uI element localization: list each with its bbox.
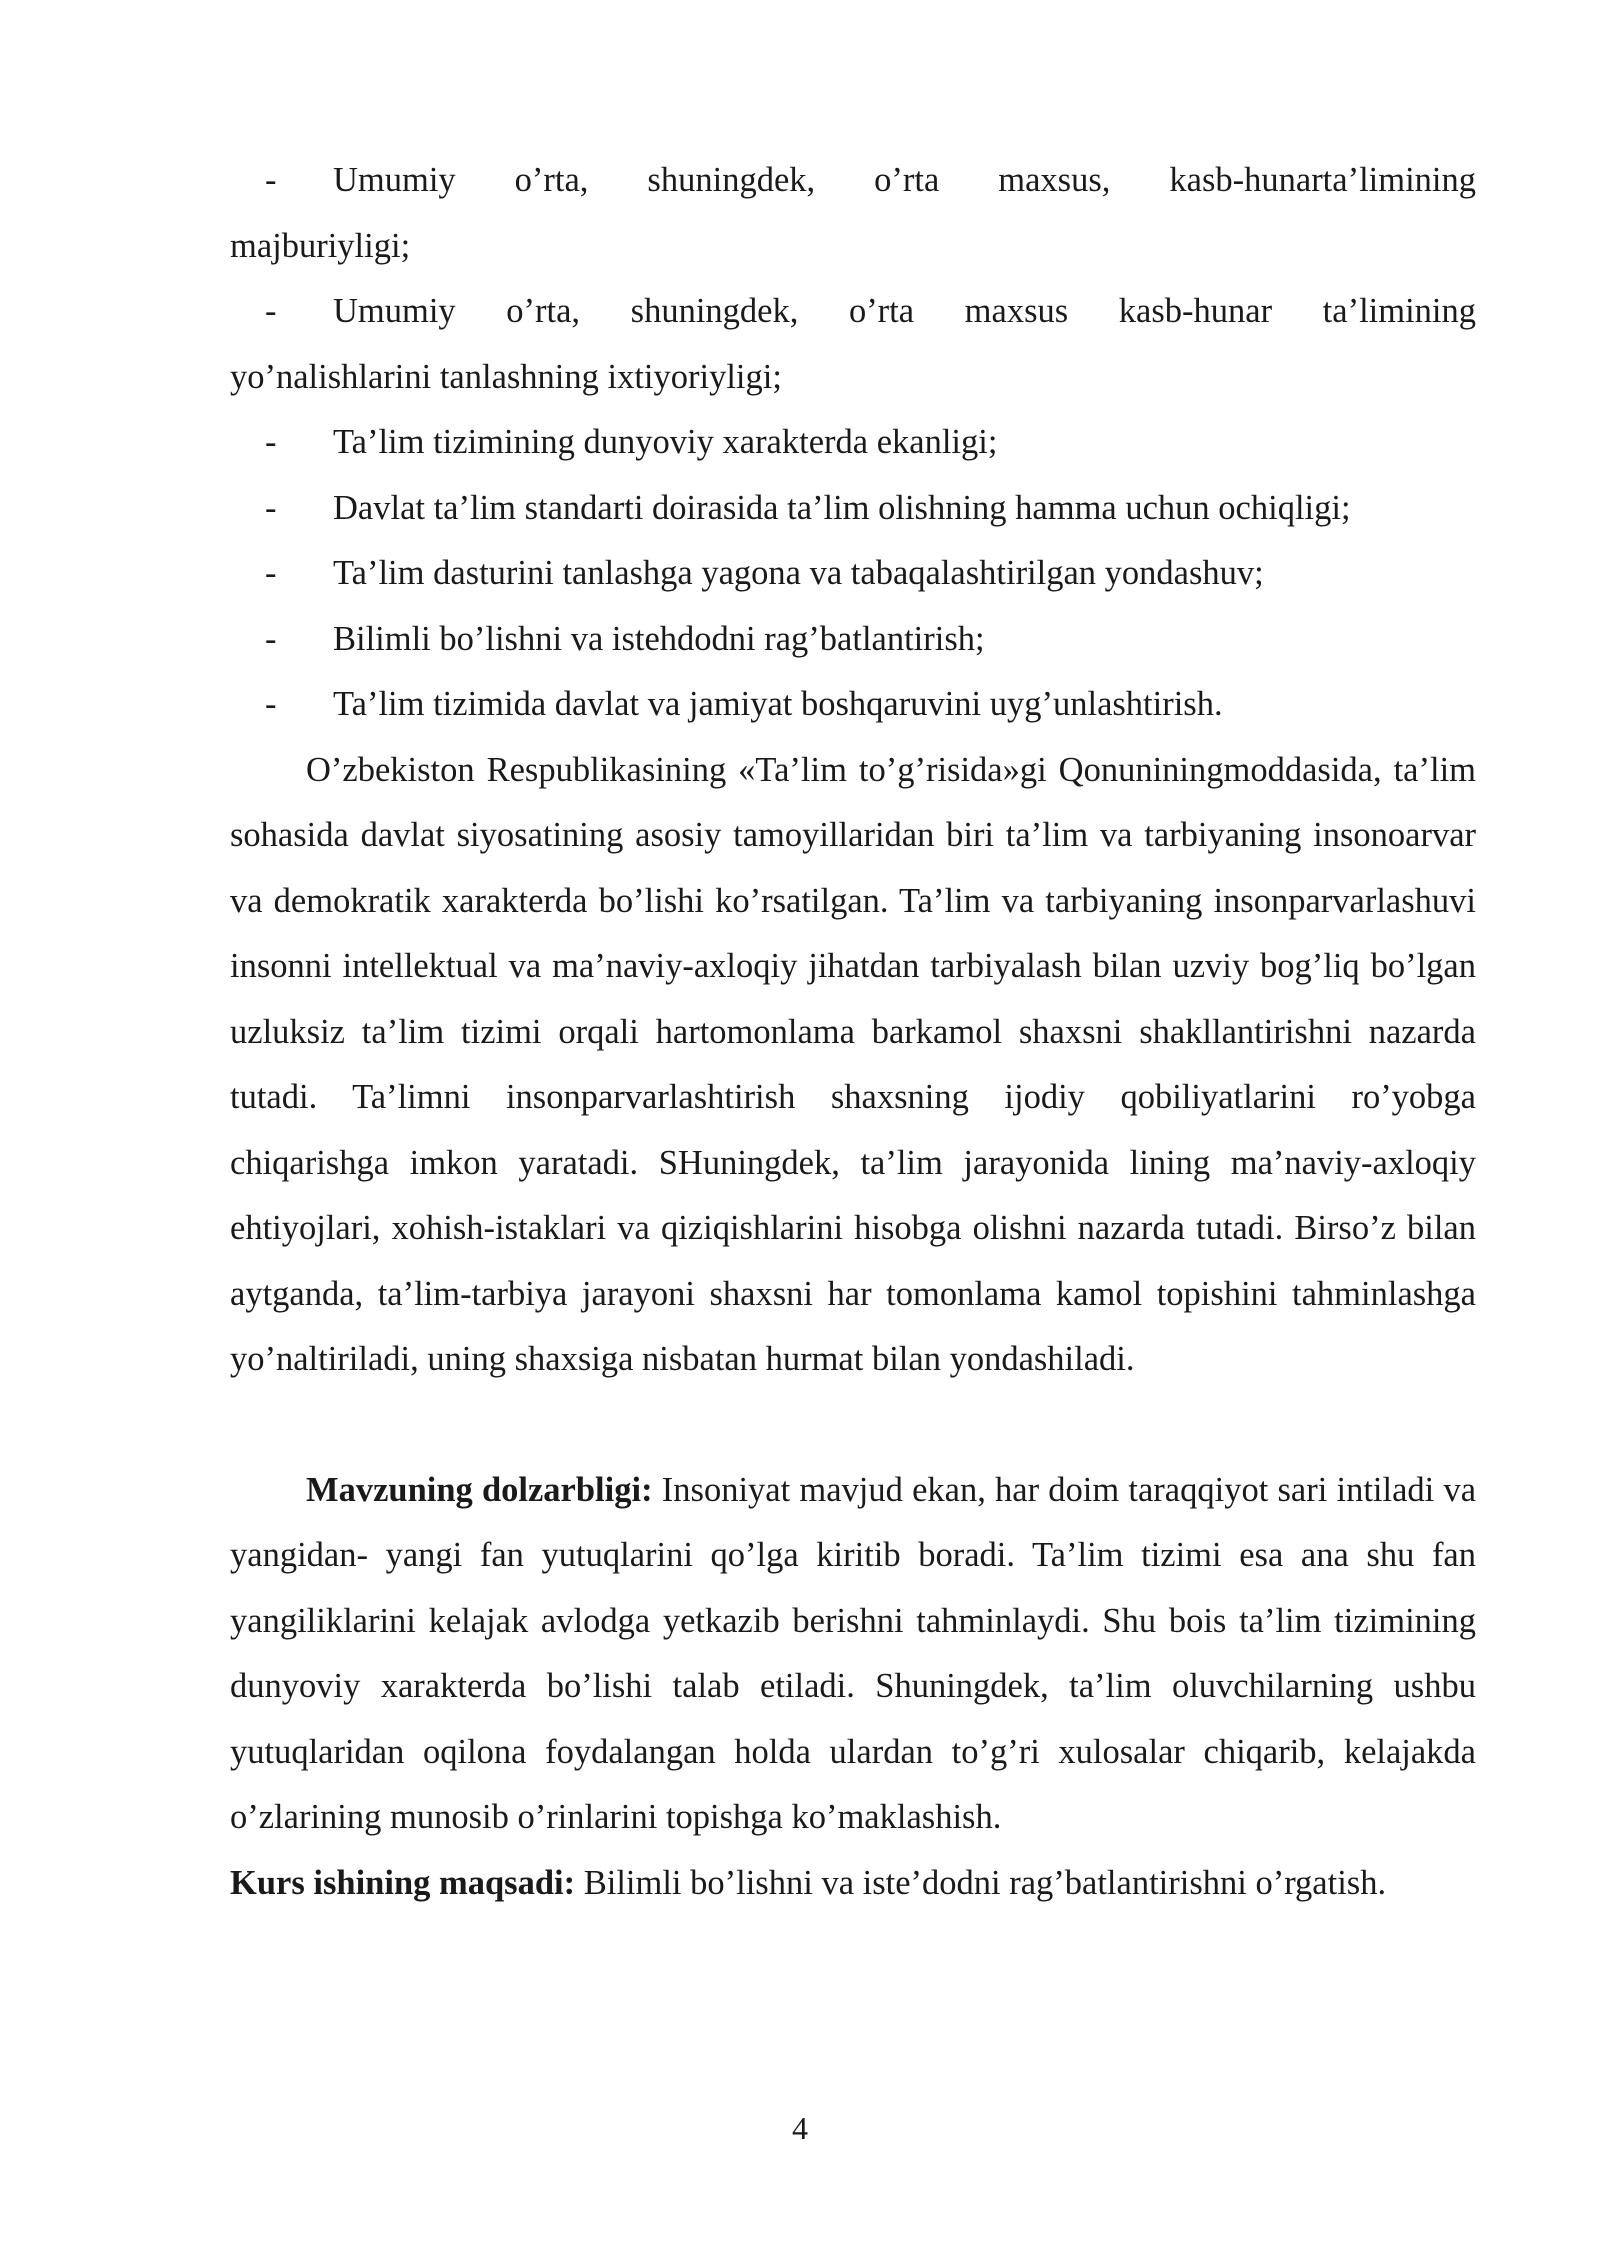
document-page bbox=[230, 148, 1476, 1916]
relevance-heading: Mavzuning dolzarbligi: bbox=[306, 1470, 653, 1509]
list-item bbox=[230, 541, 1476, 607]
list-dash: - bbox=[265, 161, 277, 199]
list-dash: - bbox=[265, 292, 277, 330]
goal-text: Bilimli bo’lishni va iste’dodni rag’batlantirishni o’rgatish. bbox=[583, 1863, 1387, 1902]
list-item bbox=[230, 607, 1476, 673]
list-item-text: Davlat ta’lim standarti doirasida ta’lim olishning hamma uchun ochiqligi; bbox=[333, 488, 1351, 527]
list-item bbox=[230, 476, 1476, 542]
list-item bbox=[230, 410, 1476, 476]
list-item-text: Ta’lim tizimining dunyoviy xarakterda ekanligi; bbox=[333, 423, 998, 461]
goal-paragraph bbox=[230, 1851, 1476, 1917]
list-item-continuation: majburiyligi; bbox=[230, 226, 411, 265]
list-item-text: Ta’lim dasturini tanlashga yagona va tabaqalashtirilgan yondashuv; bbox=[333, 554, 1264, 592]
list-item bbox=[230, 672, 1476, 738]
list-dash: - bbox=[265, 488, 277, 527]
relevance-paragraph bbox=[230, 1458, 1476, 1851]
list-item-text: Umumiy o’rta, shuningdek, o’rta maxsus kasb-hunar ta’limining bbox=[333, 292, 1476, 330]
list-dash: - bbox=[265, 554, 277, 592]
paragraph-spacer bbox=[230, 1393, 1476, 1458]
relevance-text: Insoniyat mavjud ekan, har doim taraqqiyot sari intiladi va yangidan- yangi fan yutuqlarini qo’lga kiritib boradi. Ta’lim tizimi esa ana shu fan yangiliklarini kelajak avlodga yetkazib berishni tahminlaydi. Shu bois ta’lim tizimining dunyoviy xarakterda bo’lishi talab etiladi. Shuningdek, ta’lim oluvchilarning ushbu yutuqlaridan oqilona foydalangan holda ulardan to’g’ri xulosalar chiqarib, kelajakda o’zlarining munosib o’rinlarini topishga ko’maklashish. bbox=[230, 1470, 1477, 1836]
list-item-text: Umumiy o’rta, shuningdek, o’rta maxsus, kasb-hunarta’limining bbox=[333, 161, 1476, 199]
list-item bbox=[230, 279, 1476, 410]
body-paragraph: O’zbekiston Respublikasining «Ta’lim to’g’risida»gi Qonuniningmoddasida, ta’lim sohasida davlat siyosatining asosiy tamoyillaridan biri ta’lim va tarbiyaning insonoarvar va demokratik xarakterda bo’lishi ko’rsatilgan. Ta’lim va tarbiyaning insonparvarlashuvi insonni intellektual va ma’naviy-axloqiy jihatdan tarbiyalash bilan uzviy bog’liq bo’lgan uzluksiz ta’lim tizimi orqali hartomonlama barkamol shaxsni shakllantirishni nazarda tutadi. Ta’limni insonparvarlashtirish shaxsning ijodiy qobiliyatlarini ro’yobga chiqarishga imkon yaratadi. SHuningdek, ta’lim jarayonida lining ma’naviy-axloqiy ehtiyojlari, xohish-istaklari va qiziqishlarini hisobga olishni nazarda tutadi. Birso’z bilan aytganda, ta’lim-tarbiya jarayoni shaxsni har tomonlama kamol topishini tahminlashga yo’naltiriladi, uning shaxsiga nisbatan hurmat bilan yondashiladi. bbox=[230, 750, 1476, 1378]
list-item-continuation: yo’nalishlarini tanlashning ixtiyoriyligi; bbox=[230, 357, 782, 396]
list-dash: - bbox=[265, 423, 277, 461]
page-number: 4 bbox=[792, 2110, 808, 2146]
list-item-text: Ta’lim tizimida davlat va jamiyat boshqaruvini uyg’unlashtirish. bbox=[333, 685, 1223, 723]
list-item bbox=[230, 148, 1476, 279]
list-item-text: Bilimli bo’lishni va istehdodni rag’batlantirish; bbox=[333, 619, 985, 658]
list-dash: - bbox=[265, 619, 277, 658]
list-dash: - bbox=[265, 685, 277, 723]
goal-heading: Kurs ishining maqsadi: bbox=[230, 1863, 576, 1902]
